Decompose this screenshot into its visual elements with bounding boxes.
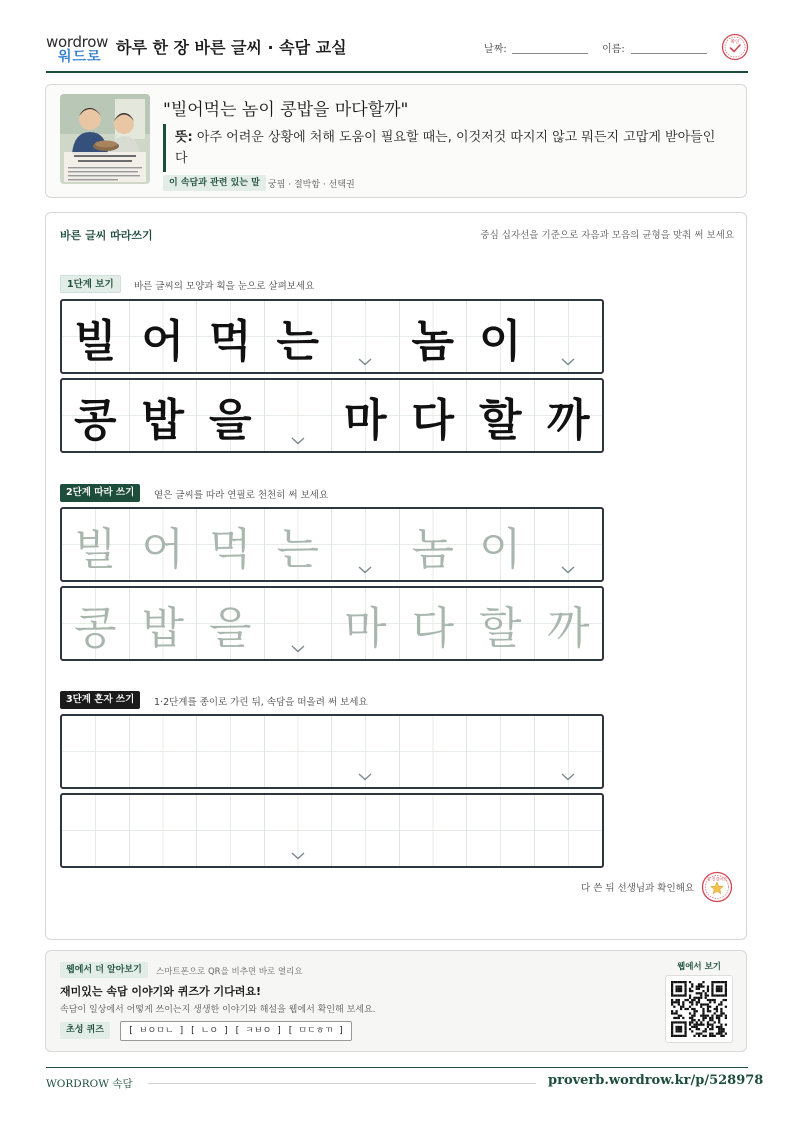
meaning-accent-bar — [163, 124, 166, 172]
grid-char: 콩 — [73, 602, 117, 654]
date-field[interactable] — [512, 53, 588, 54]
step2-tag: 2단계 따라 쓰기 — [60, 484, 140, 502]
quiz-tag: 초성 퀴즈 — [60, 1022, 110, 1039]
footer-brand: WORDROW 속담 — [46, 1078, 133, 1090]
qr-code[interactable] — [665, 975, 733, 1043]
name-field[interactable] — [631, 53, 707, 54]
related-tag: 이 속담과 관련 있는 말 — [163, 175, 266, 191]
practice-hint: 중심 십자선을 기준으로 자음과 모음의 균형을 맞춰 써 보세요 — [480, 230, 734, 241]
grid-cell — [332, 301, 400, 372]
grid-cell — [197, 301, 265, 372]
step1-desc: 바른 글씨의 모양과 획을 눈으로 살펴보세요 — [134, 281, 315, 292]
step3-row-1[interactable] — [60, 714, 604, 789]
grid-char: 마 — [343, 394, 387, 446]
footer-url[interactable]: proverb.wordrow.kr/p/528978 — [548, 1073, 764, 1088]
grid-char: 다 — [411, 394, 454, 446]
grid-cell — [265, 380, 333, 451]
grid-char: 먹 — [208, 315, 252, 367]
meaning-text: 아주 어려운 상황에 처해 도움이 필요할 때는, 이것저것 따지지 않고 뭐든지 고맙게 받아들인다 — [175, 130, 716, 166]
grid-cell[interactable] — [535, 795, 603, 866]
step3-desc: 1·2단계를 종이로 가린 뒤, 속담을 떠올려 써 보세요 — [154, 697, 368, 708]
grid-cell — [535, 380, 603, 451]
web-hint: 스마트폰으로 QR을 비추면 바로 열리요 — [156, 967, 303, 977]
footer-line — [148, 1083, 536, 1084]
grid-cell[interactable] — [62, 588, 130, 659]
grid-char: 는 — [276, 523, 319, 575]
space-mark-icon — [291, 645, 305, 653]
grid-cell[interactable] — [265, 716, 333, 787]
grid-cell[interactable] — [467, 509, 535, 580]
space-mark-icon — [561, 358, 575, 366]
grid-cell[interactable] — [130, 716, 198, 787]
logo — [46, 34, 110, 64]
grid-char: 놈 — [411, 315, 454, 367]
grid-cell — [332, 380, 400, 451]
proverb-illustration — [60, 94, 150, 184]
grid-char: 는 — [276, 315, 319, 367]
grid-cell[interactable] — [332, 716, 400, 787]
logo-wordmark: wordrow — [46, 33, 109, 51]
grid-cell[interactable] — [130, 509, 198, 580]
grid-cell — [62, 301, 130, 372]
grid-char: 빌 — [73, 523, 117, 575]
step3-row-2[interactable] — [60, 793, 604, 868]
grid-char: 을 — [208, 394, 252, 446]
grid-char: 다 — [411, 602, 454, 654]
meaning-label: 뜻: — [175, 130, 193, 145]
step2-row-1[interactable] — [60, 507, 604, 582]
grid-char: 밥 — [141, 394, 184, 446]
page-title: 하루 한 장 바른 글씨 · 속담 교실 — [116, 38, 347, 57]
step2-desc: 옅은 글씨를 따라 연필로 천천히 써 보세요 — [154, 490, 329, 501]
grid-char: 놈 — [411, 523, 454, 575]
date-label: 날짜: — [484, 44, 507, 55]
grid-cell[interactable] — [400, 716, 468, 787]
header-divider — [46, 71, 748, 73]
step1-tag: 1단계 보기 — [60, 275, 121, 293]
grid-cell — [197, 380, 265, 451]
related-words: 궁핍 · 절박함 · 선택권 — [268, 180, 355, 190]
grid-cell[interactable] — [400, 795, 468, 866]
grid-cell[interactable] — [197, 509, 265, 580]
practice-title: 바른 글씨 따라쓰기 — [60, 229, 153, 242]
grid-cell — [535, 301, 603, 372]
grid-cell — [400, 301, 468, 372]
grid-char: 빌 — [73, 315, 117, 367]
grid-char: 콩 — [73, 394, 117, 446]
grid-cell[interactable] — [62, 509, 130, 580]
grid-cell[interactable] — [332, 509, 400, 580]
grid-cell[interactable] — [197, 588, 265, 659]
grid-cell — [265, 301, 333, 372]
step2-row-2[interactable] — [60, 586, 604, 661]
grid-cell[interactable] — [332, 588, 400, 659]
grid-cell — [467, 301, 535, 372]
space-mark-icon — [291, 437, 305, 445]
grid-char: 이 — [478, 315, 522, 367]
fun-desc: 속담이 일상에서 어떻게 쓰이는지 생생한 이야기와 해설을 웹에서 확인해 보세요. — [60, 1005, 376, 1015]
quiz-box: [ ㅂㅇㅁㄴ ] [ ㄴㅇ ] [ ㅋㅂㅇ ] [ ㅁㄷㅎㄲ ] — [120, 1021, 352, 1041]
space-mark-icon — [358, 358, 372, 366]
web-tag: 웹에서 더 알아보기 — [60, 962, 148, 978]
grid-cell — [400, 380, 468, 451]
grid-char: 마 — [343, 602, 387, 654]
grid-char: 을 — [208, 602, 252, 654]
grid-cell[interactable] — [332, 795, 400, 866]
grid-cell — [130, 380, 198, 451]
grid-char: 밥 — [141, 602, 184, 654]
grid-char: 할 — [478, 602, 522, 654]
grid-cell — [130, 301, 198, 372]
footer-divider — [46, 1067, 748, 1068]
check-stamp-icon — [721, 33, 749, 61]
space-mark-icon — [358, 773, 372, 781]
grid-cell[interactable] — [400, 588, 468, 659]
logo-korean: 워드로 — [58, 49, 102, 65]
name-label: 이름: — [602, 44, 625, 55]
grid-cell[interactable] — [265, 795, 333, 866]
grid-cell[interactable] — [62, 716, 130, 787]
grid-char: 까 — [546, 394, 590, 446]
good-job-stamp-text: 참 잘했어요 — [706, 876, 728, 882]
qr-code-icon — [671, 981, 727, 1037]
space-mark-icon — [291, 852, 305, 860]
qr-label: 웹에서 보기 — [676, 962, 721, 972]
step3-tag: 3단계 혼자 쓰기 — [60, 691, 140, 709]
grid-cell[interactable] — [535, 509, 603, 580]
grid-char: 이 — [478, 523, 522, 575]
proverb-title: "빌어먹는 놈이 콩밥을 마다할까" — [163, 100, 409, 120]
grid-char: 어 — [141, 523, 184, 575]
grid-cell[interactable] — [62, 795, 130, 866]
grid-cell — [467, 380, 535, 451]
step1-row-2 — [60, 378, 604, 453]
grid-cell[interactable] — [197, 716, 265, 787]
grid-char: 먹 — [208, 523, 252, 575]
grid-cell[interactable] — [130, 588, 198, 659]
check-stamp-text: 확인 — [730, 40, 740, 45]
space-mark-icon — [561, 773, 575, 781]
grid-cell[interactable] — [130, 795, 198, 866]
grid-cell[interactable] — [265, 509, 333, 580]
space-mark-icon — [358, 566, 372, 574]
step1-row-1 — [60, 299, 604, 374]
grid-cell[interactable] — [400, 509, 468, 580]
grid-char: 까 — [546, 602, 590, 654]
grid-cell[interactable] — [535, 716, 603, 787]
grid-cell[interactable] — [467, 716, 535, 787]
grid-cell[interactable] — [265, 588, 333, 659]
fun-title: 재미있는 속담 이야기와 퀴즈가 기다려요! — [60, 985, 261, 998]
grid-char: 어 — [141, 315, 184, 367]
proverb-meaning — [175, 127, 725, 169]
good-job-stamp-icon — [701, 871, 733, 903]
grid-cell — [62, 380, 130, 451]
space-mark-icon — [561, 566, 575, 574]
grid-cell[interactable] — [197, 795, 265, 866]
grid-cell[interactable] — [535, 588, 603, 659]
grid-char: 할 — [478, 394, 522, 446]
grid-cell[interactable] — [467, 795, 535, 866]
confirm-text: 다 쓴 뒤 선생님과 확인해요 — [580, 883, 694, 894]
grid-cell[interactable] — [467, 588, 535, 659]
